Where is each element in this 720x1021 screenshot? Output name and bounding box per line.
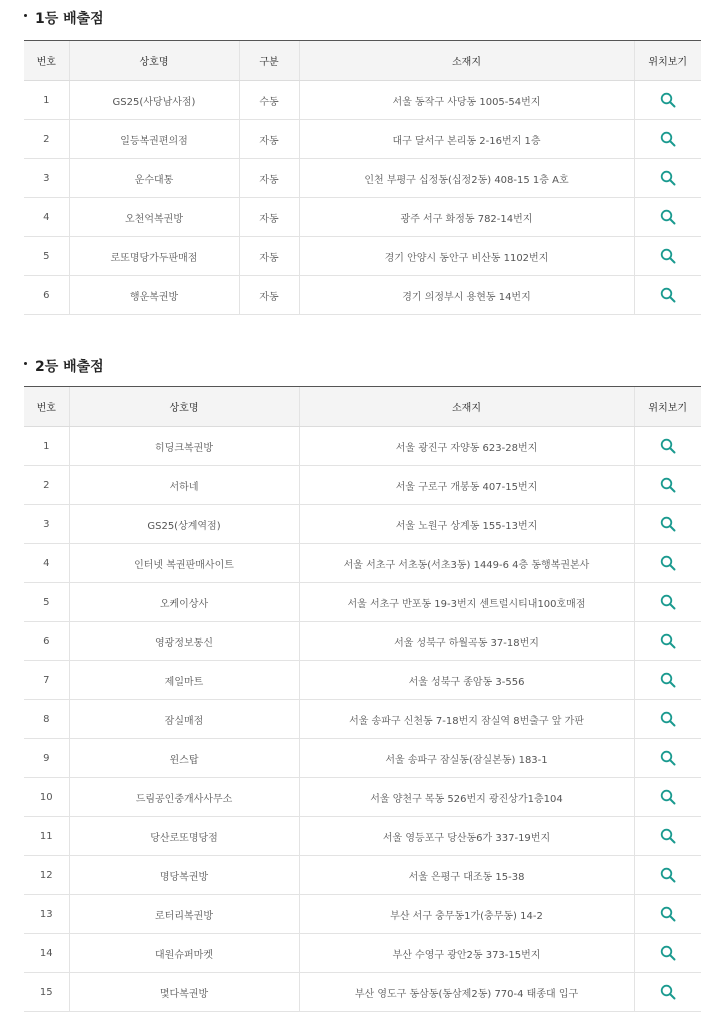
table-row: [24, 973, 701, 1012]
second-prize-table: [24, 386, 701, 1012]
bullet-icon: [24, 14, 27, 17]
cell-name: 오케이상사: [69, 583, 299, 622]
second-prize-rows: [24, 427, 701, 1012]
cell-name: 일등복권편의점: [69, 120, 239, 159]
cell-addr: 서울 송파구 잠실동(잠실본동) 183-1: [299, 739, 634, 778]
cell-type: 자동: [239, 120, 299, 159]
cell-location: [634, 583, 701, 622]
header-no: 번호: [24, 41, 69, 81]
cell-name: 행운복권방: [69, 276, 239, 315]
cell-no: 2: [24, 466, 69, 505]
cell-type: 수동: [239, 81, 299, 120]
table-row: [24, 427, 701, 466]
cell-no: 1: [24, 427, 69, 466]
cell-location: [634, 198, 701, 237]
cell-name: 로터리복권방: [69, 895, 299, 934]
table-row: [24, 276, 701, 315]
cell-addr: 부산 영도구 동삼동(동삼제2동) 770-4 태종대 입구: [299, 973, 634, 1012]
search-icon[interactable]: [660, 633, 676, 649]
table-row: [24, 120, 701, 159]
cell-no: 13: [24, 895, 69, 934]
cell-no: 5: [24, 583, 69, 622]
cell-type: 자동: [239, 159, 299, 198]
cell-location: [634, 505, 701, 544]
header-location: 위치보기: [634, 387, 701, 427]
table-row: [24, 934, 701, 973]
search-icon[interactable]: [660, 477, 676, 493]
cell-name: 명당복권방: [69, 856, 299, 895]
cell-type: 자동: [239, 237, 299, 276]
cell-no: 12: [24, 856, 69, 895]
search-icon[interactable]: [660, 287, 676, 303]
header-name: 상호명: [69, 41, 239, 81]
cell-addr: 서울 성북구 종암동 3-556: [299, 661, 634, 700]
first-prize-title-text: 1등 배출점: [35, 11, 104, 27]
cell-location: [634, 661, 701, 700]
cell-location: [634, 700, 701, 739]
table-row: [24, 895, 701, 934]
search-icon[interactable]: [660, 750, 676, 766]
cell-location: [634, 544, 701, 583]
header-name: 상호명: [69, 387, 299, 427]
search-icon[interactable]: [660, 984, 676, 1000]
table-row: [24, 739, 701, 778]
cell-name: 당산로또명당점: [69, 817, 299, 856]
second-prize-title: [24, 351, 104, 381]
cell-location: [634, 276, 701, 315]
cell-no: 7: [24, 661, 69, 700]
table-header-row: [24, 41, 701, 81]
cell-location: [634, 856, 701, 895]
table-row: [24, 466, 701, 505]
cell-no: 14: [24, 934, 69, 973]
search-icon[interactable]: [660, 789, 676, 805]
first-prize-table: [24, 40, 701, 315]
search-icon[interactable]: [660, 438, 676, 454]
cell-location: [634, 817, 701, 856]
cell-no: 2: [24, 120, 69, 159]
cell-addr: 서울 노원구 상계동 155-13번지: [299, 505, 634, 544]
search-icon[interactable]: [660, 945, 676, 961]
cell-location: [634, 934, 701, 973]
cell-addr: 부산 서구 충무동1가(충무동) 14-2: [299, 895, 634, 934]
cell-name: 윈스탑: [69, 739, 299, 778]
search-icon[interactable]: [660, 131, 676, 147]
cell-location: [634, 427, 701, 466]
search-icon[interactable]: [660, 672, 676, 688]
search-icon[interactable]: [660, 92, 676, 108]
cell-addr: 경기 안양시 동안구 비산동 1102번지: [299, 237, 634, 276]
search-icon[interactable]: [660, 555, 676, 571]
cell-no: 8: [24, 700, 69, 739]
cell-no: 15: [24, 973, 69, 1012]
header-type: 구분: [239, 41, 299, 81]
cell-addr: 서울 서초구 서초동(서초3동) 1449-6 4층 동행복권본사: [299, 544, 634, 583]
cell-name: 로또명당가두판매점: [69, 237, 239, 276]
cell-addr: 부산 수영구 광안2동 373-15번지: [299, 934, 634, 973]
cell-name: 영광정보통신: [69, 622, 299, 661]
search-icon[interactable]: [660, 594, 676, 610]
cell-no: 5: [24, 237, 69, 276]
cell-addr: 서울 서초구 반포동 19-3번지 센트럴시티내100호매점: [299, 583, 634, 622]
cell-location: [634, 159, 701, 198]
cell-addr: 대구 달서구 본리동 2-16번지 1층: [299, 120, 634, 159]
cell-location: [634, 739, 701, 778]
cell-addr: 광주 서구 화정동 782-14번지: [299, 198, 634, 237]
cell-addr: 서울 광진구 자양동 623-28번지: [299, 427, 634, 466]
cell-location: [634, 237, 701, 276]
cell-name: 제일마트: [69, 661, 299, 700]
cell-addr: 서울 영등포구 당산동6가 337-19번지: [299, 817, 634, 856]
header-address: 소재지: [299, 387, 634, 427]
search-icon[interactable]: [660, 711, 676, 727]
table-row: [24, 700, 701, 739]
cell-no: 3: [24, 159, 69, 198]
cell-no: 3: [24, 505, 69, 544]
first-prize-title: [24, 3, 104, 33]
table-row: [24, 237, 701, 276]
cell-no: 1: [24, 81, 69, 120]
cell-addr: 서울 성북구 하월곡동 37-18번지: [299, 622, 634, 661]
search-icon[interactable]: [660, 170, 676, 186]
cell-name: 드림공인중개사사무소: [69, 778, 299, 817]
search-icon[interactable]: [660, 248, 676, 264]
cell-no: 6: [24, 276, 69, 315]
table-row: [24, 778, 701, 817]
cell-location: [634, 895, 701, 934]
table-row: [24, 198, 701, 237]
table-row: [24, 817, 701, 856]
cell-addr: 인천 부평구 십정동(십정2동) 408-15 1층 A호: [299, 159, 634, 198]
cell-location: [634, 622, 701, 661]
table-row: [24, 544, 701, 583]
search-icon[interactable]: [660, 209, 676, 225]
cell-type: 자동: [239, 276, 299, 315]
table-row: [24, 159, 701, 198]
cell-name: 히딩크복권방: [69, 427, 299, 466]
cell-no: 4: [24, 198, 69, 237]
cell-no: 9: [24, 739, 69, 778]
cell-name: 몇다복권방: [69, 973, 299, 1012]
search-icon[interactable]: [660, 516, 676, 532]
table-row: [24, 81, 701, 120]
cell-name: GS25(상계역점): [69, 505, 299, 544]
search-icon[interactable]: [660, 867, 676, 883]
cell-type: 자동: [239, 198, 299, 237]
cell-addr: 서울 동작구 사당동 1005-54번지: [299, 81, 634, 120]
first-prize-rows: [24, 81, 701, 315]
second-prize-title-text: 2등 배출점: [35, 359, 104, 375]
cell-addr: 서울 양천구 목동 526번지 광진상가1층104: [299, 778, 634, 817]
cell-name: GS25(사당남사점): [69, 81, 239, 120]
cell-location: [634, 81, 701, 120]
search-icon[interactable]: [660, 828, 676, 844]
header-location: 위치보기: [634, 41, 701, 81]
cell-location: [634, 120, 701, 159]
cell-name: 대원슈퍼마켓: [69, 934, 299, 973]
bullet-icon: [24, 362, 27, 365]
cell-addr: 경기 의정부시 용현동 14번지: [299, 276, 634, 315]
cell-name: 오천억복권방: [69, 198, 239, 237]
table-row: [24, 505, 701, 544]
cell-location: [634, 778, 701, 817]
cell-addr: 서울 구로구 개봉동 407-15번지: [299, 466, 634, 505]
table-row: [24, 622, 701, 661]
cell-name: 잠실매점: [69, 700, 299, 739]
cell-location: [634, 973, 701, 1012]
header-no: 번호: [24, 387, 69, 427]
cell-no: 10: [24, 778, 69, 817]
table-row: [24, 856, 701, 895]
search-icon[interactable]: [660, 906, 676, 922]
first-prize-table-wrap: [24, 40, 701, 315]
cell-addr: 서울 송파구 신천동 7-18번지 잠실역 8번출구 앞 가판: [299, 700, 634, 739]
cell-name: 인터넷 복권판매사이트: [69, 544, 299, 583]
cell-no: 11: [24, 817, 69, 856]
cell-addr: 서울 은평구 대조동 15-38: [299, 856, 634, 895]
table-header-row: [24, 387, 701, 427]
cell-location: [634, 466, 701, 505]
cell-no: 4: [24, 544, 69, 583]
table-row: [24, 583, 701, 622]
cell-name: 운수대통: [69, 159, 239, 198]
header-address: 소재지: [299, 41, 634, 81]
table-row: [24, 661, 701, 700]
cell-name: 서하네: [69, 466, 299, 505]
cell-no: 6: [24, 622, 69, 661]
second-prize-table-wrap: [24, 386, 701, 1012]
